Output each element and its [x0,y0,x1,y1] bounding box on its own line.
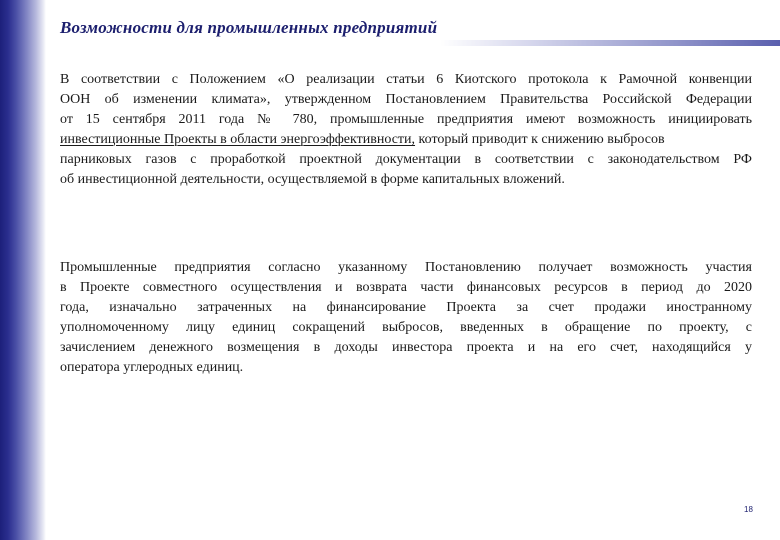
paragraph-line: в Проекте совместного осуществления и возврата части финансовых ресурсов в период до 2020 [60,280,752,295]
paragraph-line: ООН об изменении климата», утвержденном Постановлением Правительства Российской Федерации [60,92,752,107]
paragraph-line-rest: который приводит к снижению выбросов [415,132,665,147]
side-gradient-band [0,0,46,540]
paragraph-participation [60,258,752,378]
paragraph-line: уполномоченному лицу единиц сокращений выбросов, введенных в обращение по проекту, с [60,320,752,335]
paragraph-line: парниковых газов с проработкой проектной документации в соответствии с законодательством РФ [60,152,752,167]
title-underline-bar [440,40,780,46]
paragraph-line: В соответствии с Положением «О реализации статьи 6 Киотского протокола к Рамочной конвенции [60,72,752,87]
slide-title: Возможности для промышленных предприятий [60,18,438,37]
underlined-phrase: инвестиционные Проекты в области энергоэффективности, [60,132,416,147]
page-number: 18 [744,505,753,514]
paragraph-line [60,130,752,150]
paragraph-line: зачислением денежного возмещения в доходы инвестора проекта и на его счет, находящийся у [60,340,752,355]
paragraph-line: об инвестиционной деятельности, осуществляемой в форме капитальных вложений. [60,172,565,187]
paragraph-line: Промышленные предприятия согласно указанному Постановлению получает возможность участия [60,260,752,275]
paragraph-line: от 15 сентября 2011 года № 780, промышленные предприятия имеют возможность инициировать [60,112,752,127]
paragraph-line: оператора углеродных единиц. [60,360,244,375]
paragraph-kyoto-protocol [60,70,752,190]
paragraph-line: года, изначально затраченных на финансирование Проекта за счет продажи иностранному [60,300,752,315]
